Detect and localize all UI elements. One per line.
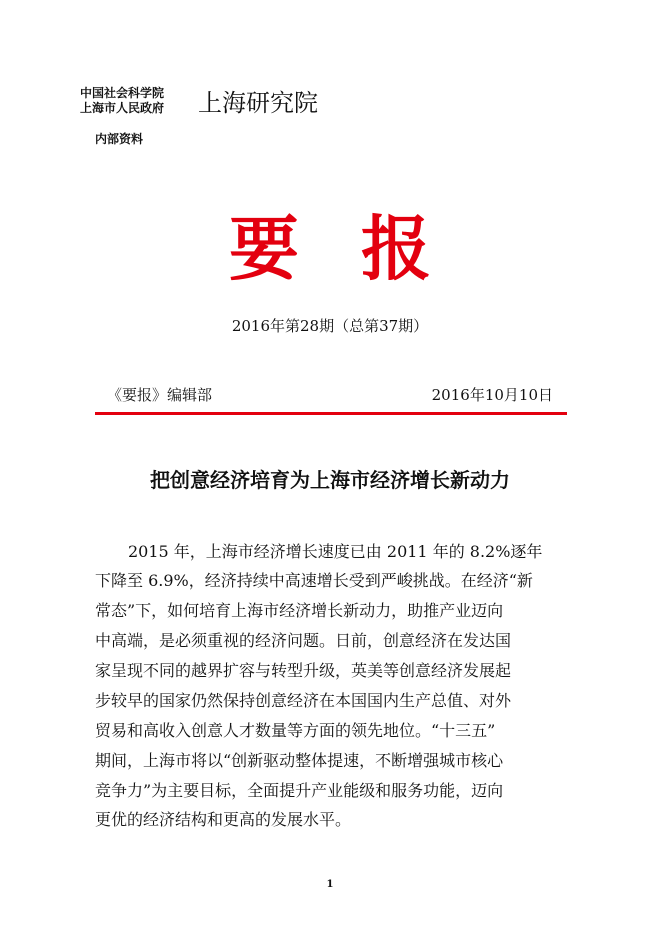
institute-name: 上海研究院	[198, 89, 318, 117]
article-line: 下降至 6.9%，经济持续中高速增长受到严峻挑战。在经济“新	[95, 571, 533, 590]
classification-label: 内部资料	[95, 132, 144, 146]
article-headline: 把创意经济培育为上海市经济增长新动力	[150, 468, 510, 492]
article-line: 期间，上海市将以“创新驱动整体提速，不断增强城市核心	[95, 751, 504, 770]
article-line: 更优的经济结构和更高的发展水平。	[95, 810, 352, 829]
red-divider	[95, 412, 567, 415]
article-line: 竞争力”为主要目标，全面提升产业能级和服务功能，迈向	[95, 781, 504, 800]
masthead-title: 要报	[229, 207, 493, 290]
article-line: 步较早的国家仍然保持创意经济在本国国内生产总值、对外	[95, 691, 512, 710]
article-line: 家呈现不同的越界扩容与转型升级，英美等创意经济发展起	[95, 661, 512, 680]
article-line: 中高端，是必须重视的经济问题。日前，创意经济在发达国	[95, 631, 512, 650]
article-line: 贸易和高收入创意人才数量等方面的领先地位。“十三五”	[95, 721, 496, 740]
organization-names	[80, 86, 164, 116]
issue-number: 2016年第28期（总第37期）	[231, 317, 429, 335]
article-line: 2015 年，上海市经济增长速度已由 2011 年的 8.2%逐年	[128, 542, 543, 561]
organization-line-1: 中国社会科学院	[80, 86, 165, 100]
page-number: 1	[326, 879, 334, 890]
editorial-department: 《要报》编辑部	[107, 386, 213, 404]
article-line: 常态”下，如何培育上海市经济增长新动力，助推产业迈向	[95, 601, 504, 620]
publication-date: 2016年10月10日	[431, 386, 553, 404]
organization-line-2: 上海市人民政府	[80, 101, 165, 115]
